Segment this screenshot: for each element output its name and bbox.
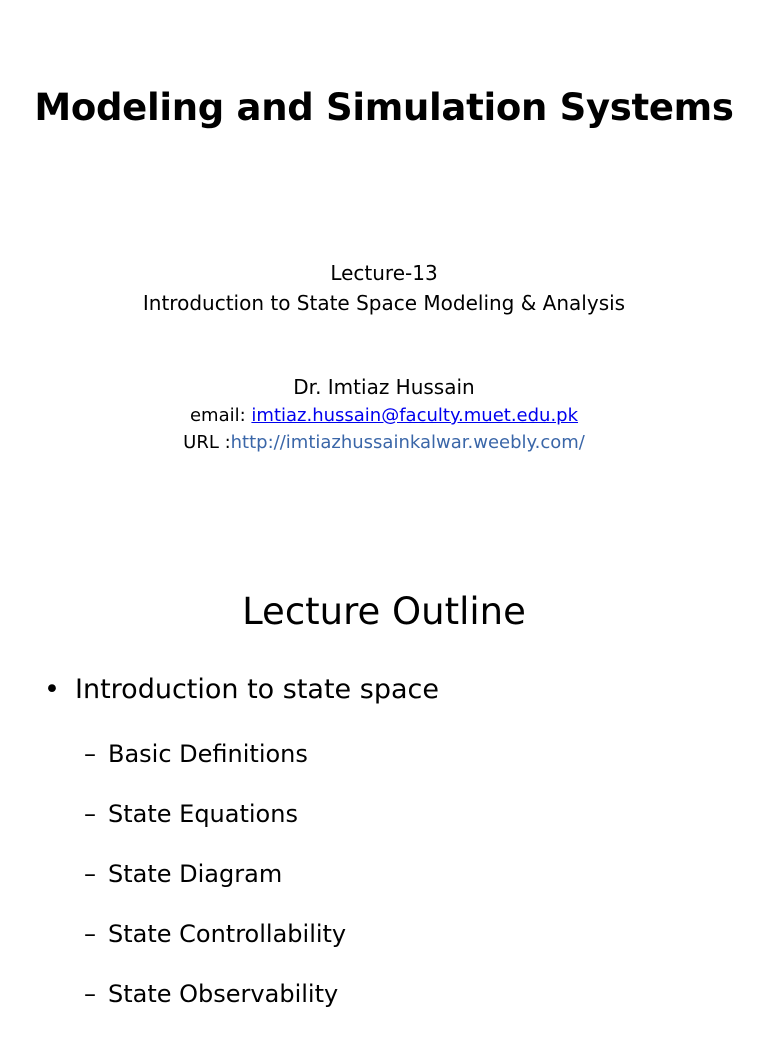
lecture-topic: Introduction to State Space Modeling & Analysis bbox=[142, 291, 626, 315]
slide-title: Modeling and Simulation Systems bbox=[34, 86, 734, 129]
dash-marker: – bbox=[84, 740, 96, 768]
sub-bullet-list bbox=[84, 737, 346, 1037]
outline-slide bbox=[0, 512, 768, 1024]
lecture-number: Lecture-13 bbox=[330, 261, 438, 285]
url-line bbox=[0, 429, 768, 457]
sub-bullet-text: State Equations bbox=[108, 800, 298, 828]
sub-bullet-item bbox=[84, 977, 346, 1037]
email-line bbox=[0, 402, 768, 430]
sub-bullet-item bbox=[84, 857, 346, 917]
url-label: URL : bbox=[183, 432, 231, 453]
sub-bullet-item bbox=[84, 797, 346, 857]
sub-bullet-text: Basic Definitions bbox=[108, 740, 308, 768]
author-name: Dr. Imtiaz Hussain bbox=[293, 375, 475, 399]
email-label: email: bbox=[189, 405, 252, 426]
sub-bullet-text: State Observability bbox=[108, 980, 339, 1008]
main-bullet-text: Introduction to state space bbox=[75, 674, 439, 705]
main-bullet bbox=[44, 672, 439, 708]
sub-bullet-item bbox=[84, 737, 346, 797]
title-slide bbox=[0, 0, 768, 512]
bullet-marker: • bbox=[44, 674, 60, 705]
url-link[interactable]: http://imtiazhussainkalwar.weebly.com/ bbox=[230, 432, 585, 453]
dash-marker: – bbox=[84, 860, 96, 888]
sub-bullet-text: State Controllability bbox=[108, 920, 347, 948]
dash-marker: – bbox=[84, 800, 96, 828]
sub-bullet-text: State Diagram bbox=[108, 860, 283, 888]
sub-bullet-item bbox=[84, 917, 346, 977]
email-link[interactable]: imtiaz.hussain@faculty.muet.edu.pk bbox=[251, 405, 579, 426]
dash-marker: – bbox=[84, 980, 96, 1008]
outline-title: Lecture Outline bbox=[242, 590, 526, 633]
dash-marker: – bbox=[84, 920, 96, 948]
